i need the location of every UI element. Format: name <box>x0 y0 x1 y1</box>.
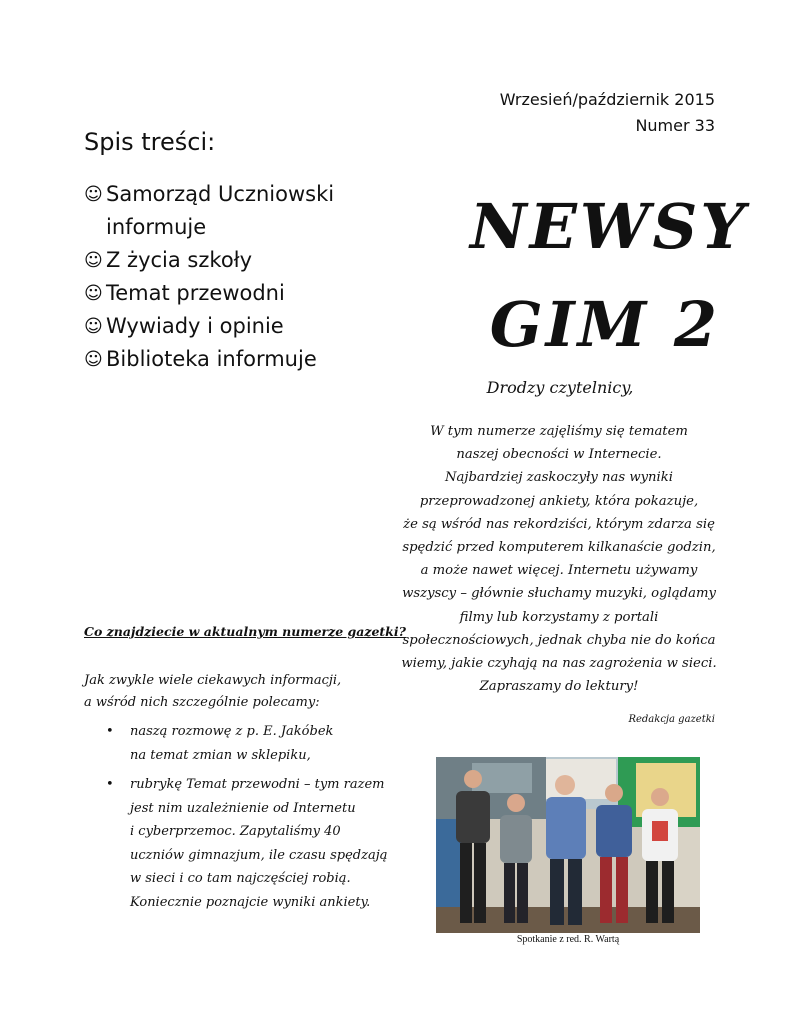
editorial-line: naszej obecności w Internecie. <box>456 447 662 463</box>
masthead-line-2: GIM 2 <box>489 288 720 361</box>
editorial-line: społecznościowych, jednak chyba nie do końca <box>402 632 716 648</box>
toc-item-label-cont: informuje <box>106 215 207 239</box>
toc-item-label: Temat przewodni <box>106 281 285 305</box>
editorial-line: Zapraszamy do lektury! <box>479 679 639 695</box>
editorial-line: filmy lub korzystamy z portali <box>459 609 659 625</box>
contents-heading: Co znajdziecie w aktualnym numerze gazetki? <box>84 624 406 639</box>
editorial-line: Najbardziej zaskoczyły nas wyniki <box>445 470 673 486</box>
smiley-icon: ☺ <box>84 250 103 271</box>
toc-item <box>84 277 384 310</box>
editorial-line: wiemy, jakie czyhają na nas zagrożenia w sieci. <box>401 656 717 672</box>
toc-item-label: Wywiady i opinie <box>106 314 284 338</box>
editorial-line: spędzić przed komputerem kilkanaście godzin, <box>402 540 716 556</box>
contents-intro-line: Jak zwykle wiele ciekawych informacji, <box>84 673 342 688</box>
editorial-text <box>400 420 718 698</box>
toc-item <box>84 244 384 277</box>
editorial-line: W tym numerze zajęliśmy się tematem <box>430 424 688 439</box>
editorial-greeting: Drodzy czytelnicy, <box>486 378 634 397</box>
bullet-icon: • <box>106 724 114 739</box>
bullet-line: w sieci i co tam najczęściej robią. <box>130 871 351 886</box>
bullet-icon: • <box>106 777 114 792</box>
issue-number: Numer 33 <box>635 116 715 135</box>
bullet-line: i cyberprzemoc. Zapytaliśmy 40 <box>130 824 341 839</box>
contents-intro-line: a wśród nich szczególnie polecamy: <box>84 695 320 710</box>
masthead-line-1: NEWSY <box>470 190 748 263</box>
smiley-icon: ☺ <box>84 184 103 205</box>
smiley-icon: ☺ <box>84 316 103 337</box>
toc-item <box>84 343 384 376</box>
smiley-icon: ☺ <box>84 283 103 304</box>
bullet-line: jest nim uzależnienie od Internetu <box>130 800 356 816</box>
toc-item <box>84 310 384 343</box>
group-photo <box>436 757 700 933</box>
photo-caption: Spotkanie z red. R. Wartą <box>516 934 620 945</box>
editorial-line: wszyscy – głównie słuchamy muzyki, oglądamy <box>402 586 716 602</box>
toc-title: Spis treści: <box>84 128 216 156</box>
issue-date: Wrzesień/październik 2015 <box>499 90 715 109</box>
editorial-signature: Redakcja gazetki <box>628 714 715 725</box>
toc-item <box>84 178 384 244</box>
toc-item-label: Biblioteka informuje <box>106 347 317 371</box>
masthead <box>470 178 748 374</box>
editorial-line: a może nawet więcej. Internetu używamy <box>420 563 698 579</box>
toc-list <box>84 178 384 376</box>
toc-item-label: Z życia szkoły <box>106 248 253 272</box>
toc-item-label: Samorząd Uczniowski <box>106 182 335 206</box>
bullet-line: na temat zmian w sklepiku, <box>130 747 311 763</box>
contents-intro <box>84 670 384 714</box>
bullet-line: uczniów gimnazjum, ile czasu spędzają <box>130 847 388 863</box>
bullet-line: naszą rozmowę z p. E. Jakóbek <box>130 724 334 739</box>
bullet-item <box>106 773 396 914</box>
editorial-line: przeprowadzonej ankiety, która pokazuje, <box>419 493 699 509</box>
bullet-line: Koniecznie poznajcie wyniki ankiety. <box>130 894 371 910</box>
bullet-item <box>106 720 396 767</box>
smiley-icon: ☺ <box>84 349 103 370</box>
contents-bullets <box>106 720 396 920</box>
editorial-line: że są wśród nas rekordziści, którym zdarza się <box>403 516 715 532</box>
bullet-line: rubrykę Temat przewodni – tym razem <box>130 777 385 792</box>
